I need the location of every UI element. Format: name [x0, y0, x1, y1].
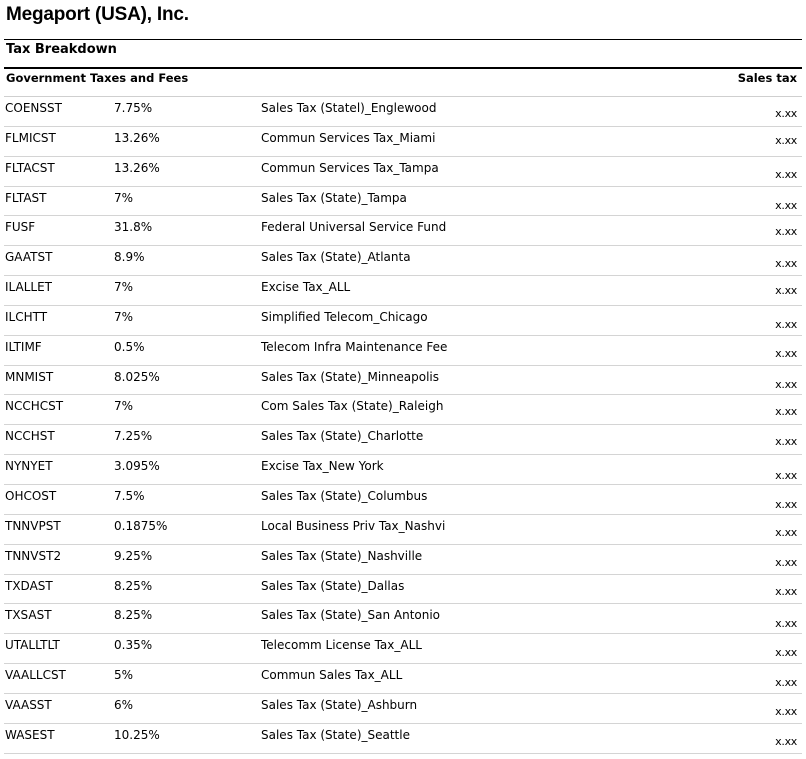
tax-rate: 8.9% — [114, 250, 145, 265]
tax-code: NCCHST — [5, 429, 55, 444]
table-row — [4, 336, 802, 366]
tax-rate: 13.26% — [114, 130, 160, 145]
tax-description: Simplified Telecom_Chicago — [261, 309, 428, 324]
tax-amount: x.xx — [775, 584, 797, 598]
tax-rate: 7.5% — [114, 488, 145, 503]
tax-amount: x.xx — [775, 317, 797, 331]
tax-amount: x.xx — [775, 525, 797, 539]
table-row — [4, 485, 802, 515]
tax-code: VAALLCST — [5, 668, 66, 683]
tax-rate: 0.35% — [114, 638, 153, 653]
tax-rate: 7.25% — [114, 429, 153, 444]
table-row — [4, 97, 802, 127]
tax-rate: 3.095% — [114, 459, 160, 474]
tax-rate: 7% — [114, 399, 134, 414]
tax-code: NCCHCST — [5, 399, 64, 414]
table-row — [4, 724, 802, 754]
tax-description: Com Sales Tax (State)_Raleigh — [261, 399, 444, 414]
tax-code: ILALLET — [5, 280, 52, 295]
tax-code: TNNVPST — [5, 518, 61, 533]
tax-code: OHCOST — [5, 488, 57, 503]
table-row — [4, 425, 802, 455]
tax-rate: 9.25% — [114, 548, 153, 563]
tax-code: TNNVST2 — [5, 548, 62, 563]
tax-rate: 10.25% — [114, 727, 160, 742]
table-row — [4, 157, 802, 187]
tax-rate: 0.5% — [114, 339, 145, 354]
tax-amount: x.xx — [775, 435, 797, 449]
tax-rate: 7% — [114, 280, 134, 295]
tax-amount: x.xx — [775, 469, 797, 483]
tax-rate: 0.1875% — [114, 518, 168, 533]
table-row — [4, 545, 802, 575]
column-header-sales-tax: Sales tax — [737, 71, 797, 85]
tax-description: Sales Tax (State)_San Antonio — [261, 608, 441, 623]
tax-amount: x.xx — [775, 646, 797, 660]
tax-rate: 8.025% — [114, 369, 160, 384]
tax-amount: x.xx — [775, 676, 797, 690]
tax-description: Telecomm License Tax_ALL — [261, 638, 422, 653]
tax-code: FUSF — [5, 220, 36, 235]
section-divider — [4, 67, 802, 69]
table-row — [4, 127, 802, 157]
table-row — [4, 187, 802, 217]
tax-code: ILCHTT — [5, 309, 48, 324]
tax-code: NYNYET — [5, 459, 53, 474]
tax-amount: x.xx — [775, 107, 797, 120]
tax-rate: 8.25% — [114, 608, 153, 623]
tax-code: TXDAST — [5, 578, 53, 593]
tax-code: COENSST — [5, 101, 62, 115]
tax-amount: x.xx — [775, 555, 797, 569]
tax-description: Sales Tax (Statel)_Englewood — [261, 101, 437, 115]
tax-description: Sales Tax (State)_Columbus — [261, 488, 428, 503]
tax-description: Federal Universal Service Fund — [261, 220, 447, 235]
tax-rate: 8.25% — [114, 578, 153, 593]
tax-amount: x.xx — [775, 225, 797, 239]
tax-code: WASEST — [5, 727, 55, 742]
tax-description: Sales Tax (State)_Charlotte — [261, 429, 424, 444]
tax-amount: x.xx — [775, 704, 797, 718]
tax-code: FLTAST — [5, 190, 47, 205]
tax-code: GAATST — [5, 250, 53, 265]
tax-rate: 7.75% — [114, 101, 153, 115]
table-row — [4, 604, 802, 634]
company-name: Megaport (USA), Inc. — [6, 4, 189, 25]
tax-amount: x.xx — [775, 617, 797, 631]
tax-description: Commun Services Tax_Tampa — [261, 160, 439, 175]
table-row — [4, 694, 802, 724]
column-header-taxes-fees: Government Taxes and Fees — [6, 71, 189, 85]
tax-rate: 7% — [114, 190, 134, 205]
table-row — [4, 366, 802, 396]
tax-amount: x.xx — [775, 167, 797, 181]
tax-description: Telecom Infra Maintenance Fee — [261, 339, 448, 354]
tax-description: Sales Tax (State)_Atlanta — [261, 250, 411, 265]
tax-description: Sales Tax (State)_Seattle — [261, 727, 410, 742]
tax-code: ILTIMF — [5, 339, 42, 354]
header-divider — [4, 39, 802, 40]
table-row — [4, 216, 802, 246]
tax-rate: 7% — [114, 309, 134, 324]
tax-code: MNMIST — [5, 369, 54, 384]
table-row — [4, 276, 802, 306]
tax-code: VAASST — [5, 697, 52, 712]
tax-description: Local Business Priv Tax_Nashvi — [261, 518, 446, 533]
tax-description: Excise Tax_ALL — [261, 280, 351, 295]
tax-table — [4, 97, 802, 754]
tax-amount: x.xx — [775, 405, 797, 419]
tax-description: Sales Tax (State)_Tampa — [261, 190, 407, 205]
tax-amount: x.xx — [775, 734, 797, 748]
tax-code: TXSAST — [5, 608, 52, 623]
table-row — [4, 664, 802, 694]
tax-code: FLTACST — [5, 160, 55, 175]
tax-amount: x.xx — [775, 133, 797, 147]
tax-amount: x.xx — [775, 377, 797, 391]
tax-description: Sales Tax (State)_Dallas — [261, 578, 405, 593]
table-row — [4, 455, 802, 485]
tax-description: Commun Sales Tax_ALL — [261, 668, 403, 683]
tax-description: Sales Tax (State)_Ashburn — [261, 697, 418, 712]
table-row — [4, 395, 802, 425]
tax-rate: 13.26% — [114, 160, 160, 175]
tax-code: UTALLTLT — [5, 638, 60, 653]
tax-rate: 6% — [114, 697, 134, 712]
tax-rate: 5% — [114, 668, 134, 683]
tax-code: FLMICST — [5, 130, 56, 145]
tax-description: Sales Tax (State)_Minneapolis — [261, 369, 440, 384]
tax-description: Sales Tax (State)_Nashville — [261, 548, 423, 563]
tax-amount: x.xx — [775, 198, 797, 212]
tax-rate: 31.8% — [114, 220, 153, 235]
tax-amount: x.xx — [775, 497, 797, 511]
table-row — [4, 575, 802, 605]
tax-description: Excise Tax_New York — [261, 459, 384, 474]
tax-description: Commun Services Tax_Miami — [261, 130, 436, 145]
table-row — [4, 634, 802, 664]
tax-amount: x.xx — [775, 284, 797, 298]
table-row — [4, 515, 802, 545]
tax-amount: x.xx — [775, 257, 797, 271]
table-row — [4, 246, 802, 276]
tax-amount: x.xx — [775, 346, 797, 360]
table-row — [4, 306, 802, 336]
section-title: Tax Breakdown — [6, 42, 117, 57]
